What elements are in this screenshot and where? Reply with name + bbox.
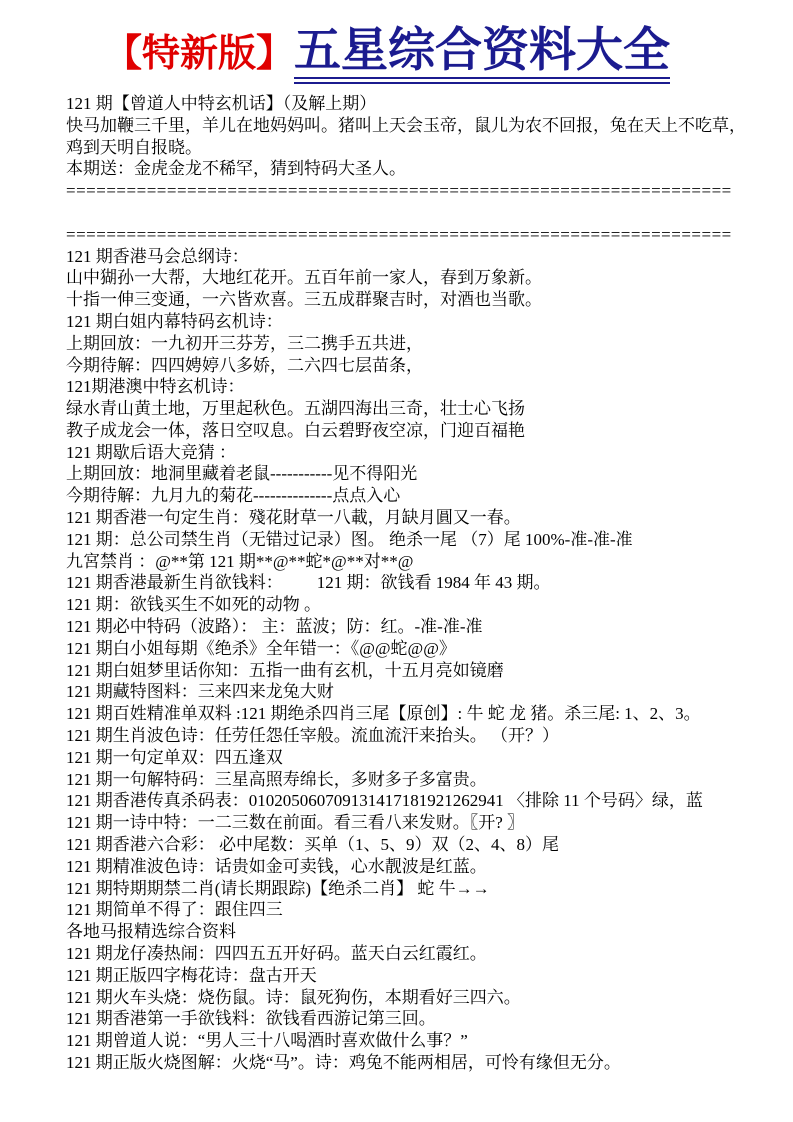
text-line: 121 期白姐梦里话你知：五指一曲有玄机，十五月亮如镜磨 — [66, 660, 504, 680]
text-line: 本期送：金虎金龙不稀罕，猜到特码大圣人。 — [66, 159, 406, 179]
text-line: 121 期一诗中特：一二三数在前面。看三看八来发财。〖开? 〗 — [66, 813, 525, 833]
text-line: 121 期【曾道人中特玄机话】（及解上期） — [66, 93, 377, 113]
text-line: 绿水青山黄土地，万里起秋色。五湖四海出三奇，壮士心飞扬 — [66, 399, 525, 419]
divider-line: ================================================================== — [66, 181, 732, 201]
text-line: 121 期香港一句定生肖：殘花財草一八載，月缺月圓又一春。 — [66, 508, 521, 528]
text-line: 121 期一句解特码：三星高照寿绵长，多财多子多富贵。 — [66, 769, 487, 789]
text-line: 121 期歇后语大竞猜 ： — [66, 442, 236, 462]
text-line: 九宮禁肖 ：@**第 121 期**@**蛇*@**对**@ — [66, 551, 414, 571]
text-line: 121 期藏特图料：三来四来龙兔大财 — [66, 682, 334, 702]
divider-line: ================================================================== — [66, 224, 732, 244]
text-line: 121 期香港六合彩： 必中尾数：买单（1、5、9）双（2、4、8）尾 — [66, 835, 559, 855]
text-line: 121 期香港传真杀码表：010205060709131417181921262941 〈排除 11 个号码〉绿，蓝 — [66, 791, 703, 811]
document-body — [66, 93, 793, 1074]
text-line: 今期待解：四四娉婷八多娇，二六四七层苗条， — [66, 355, 423, 375]
text-line: 121 期白姐内幕特码玄机诗： — [66, 311, 283, 331]
text-line: 121 期简单不得了：跟住四三 — [66, 900, 283, 920]
text-line: 121 期香港马会总纲诗： — [66, 246, 249, 266]
text-line: 121 期：总公司禁生肖（无错过记录）图。 绝杀一尾 （7）尾 100%-准-准-准 — [66, 529, 633, 549]
text-line: 鸡到天明自报晓。 — [66, 137, 202, 157]
text-line: 121 期生肖波色诗：任劳任怨任宰般。流血流汗来抬头。 （开？） — [66, 726, 559, 746]
text-line: 121 期火车头烧：烧伤鼠。诗：鼠死狗伤，本期看好三四六。 — [66, 987, 521, 1007]
text-line: 十指一伸三变通，一六皆欢喜。三五成群聚吉时，对酒也当歌。 — [66, 290, 542, 310]
text-line: 121 期龙仔凑热闹：四四五五开好码。蓝天白云红霞红。 — [66, 944, 487, 964]
edition-label: 【特新版】 — [104, 33, 295, 75]
text-line: 121期港澳中特玄机诗： — [66, 377, 245, 397]
header — [0, 0, 793, 84]
text-line: 121 期必中特码（波路）： 主：蓝波；防：红。-准-准-准 — [66, 617, 483, 637]
text-line: 121 期正版四字梅花诗：盘古开天 — [66, 965, 317, 985]
text-line: 121 期一句定单双：四五逢双 — [66, 747, 283, 767]
text-line: 121 期精准波色诗：话贵如金可卖钱，心水靓波是红蓝。 — [66, 856, 487, 876]
text-line: 各地马报精选综合资料 — [66, 922, 236, 942]
text-line: 121 期曾道人说：“男人三十八喝酒时喜欢做什么事？” — [66, 1031, 468, 1051]
text-line: 121 期正版火烧图解：火烧“马”。诗：鸡兔不能两相居，可怜有缘但无分。 — [66, 1053, 621, 1072]
text-line: 快马加鞭三千里，羊儿在地妈妈叫。猪叫上天会玉帝，鼠儿为农不回报，兔在天上不吃草， — [66, 115, 746, 135]
text-line: 121 期特期期禁二肖(请长期跟踪)【绝杀二肖】 蛇 牛→→ — [66, 878, 490, 898]
text-line: 121 期香港第一手欲钱料：欲钱看西游记第三回。 — [66, 1009, 436, 1029]
text-line: 上期回放：地洞里藏着老鼠-----------见不得阳光 — [66, 464, 418, 484]
text-line: 今期待解：九月九的菊花--------------点点入心 — [66, 486, 401, 506]
text-line: 121 期百姓精准单双料 :121 期绝杀四肖三尾【原创】: 牛 蛇 龙 猪。杀三尾: 1、2、3。 — [66, 704, 701, 724]
blank-line — [66, 202, 776, 224]
text-line: 121 期：欲钱买生不如死的动物 。 — [66, 595, 321, 615]
text-line: 教子成龙会一体，落日空叹息。白云碧野夜空凉，门迎百福艳 — [66, 420, 525, 440]
page-title: 五星综合资料大全 — [294, 28, 670, 84]
text-line: 上期回放：一九初开三芬芳，三二携手五共进， — [66, 333, 423, 353]
text-line: 山中猢孙一大帮，大地红花开。五百年前一家人，春到万象新。 — [66, 268, 542, 288]
text-line: 121 期白小姐每期《绝杀》全年错一：《@@蛇@@》 — [66, 638, 456, 658]
text-line: 121 期香港最新生肖欲钱料： 121 期：欲钱看 1984 年 43 期。 — [66, 573, 551, 593]
